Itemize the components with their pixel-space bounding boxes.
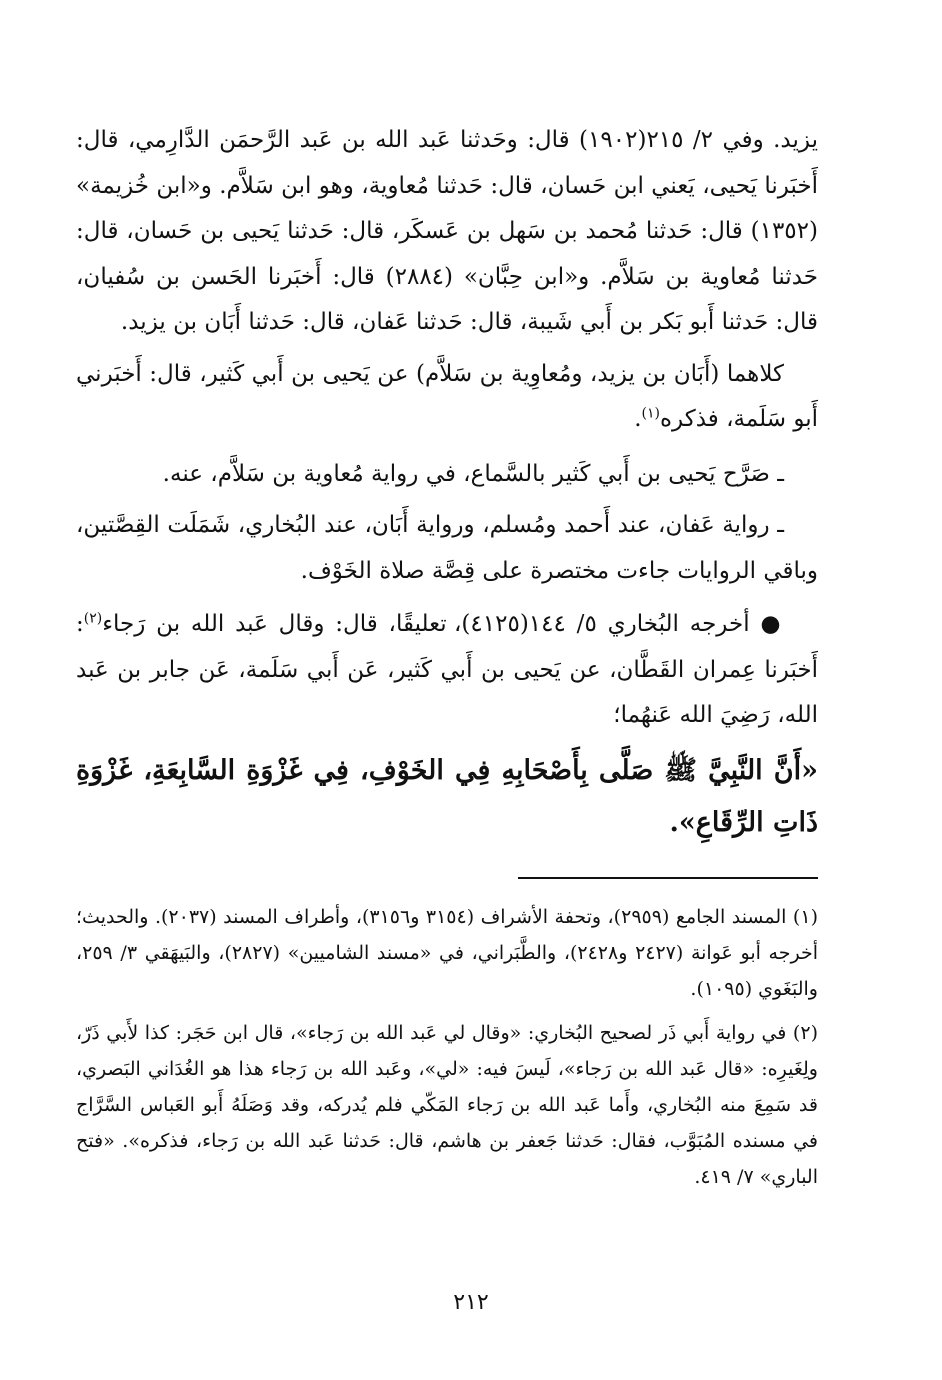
footnote-ref-1[interactable]: (١)	[641, 405, 660, 422]
footnote-2	[76, 1015, 818, 1195]
body-paragraph-5	[76, 602, 818, 739]
body-paragraph-4: ـ رواية عَفان، عند أَحمد ومُسلم، ورواية أَبَان، عند البُخاري، شَمَلَت القِصَّتين، وباقي الروايات جاءت مختصرة على قِصَّة صلاة الخَوْف.	[76, 512, 818, 584]
footnote-1-number: (١)	[792, 905, 818, 928]
paragraph-2-end: .	[634, 406, 642, 432]
footnote-2-text: في رواية أَبي ذَر لصحيح البُخاري: «وقال لي عَبد الله بن رَجاء»، قال ابن حَجَر: كذا لأَبي ذَرّ، ولِغَيرِه: «قال عَبد الله بن رَجاء»، لَيسَ فيه: «لي»، وعَبد الله بن رَجاء هذا هو الغُدَاني البَصري، قد سَمِعَ منه البُخاري، وأَما عَبد الله بن رَجاء المَكّي فلم يُدركه، وقد وَصَلَهُ أَبو العَباس السَّرَّاج في مسنده المُبَوَّب، فقال: حَدثنا جَعفر بن هاشم، قال: حَدثنا عَبد الله بن رَجاء، فذكره». «فتح الباري» ٧/ ٤١٩.	[76, 1021, 818, 1188]
paragraph-5-text: أخرجه البُخاري ٥/ ١٤٤(٤١٢٥)، تعليقًا، قال: وقال عَبد الله بن رَجاء	[102, 611, 750, 637]
body-paragraph-3: ـ صَرَّح يَحيى بن أَبي كَثير بالسَّماع، في رواية مُعاوية بن سَلاَّم، عنه.	[162, 460, 784, 487]
paragraph-5-continuation: : أَخبَرنا عِمران القَطَّان، عن يَحيى بن أَبي كَثير، عَن أَبي سَلَمة، عَن جابر بن عَبد الله، رَضِيَ الله عَنهُما؛	[76, 611, 818, 728]
page-number: ٢١٢	[453, 1290, 489, 1315]
footnote-1-text: المسند الجامع (٢٩٥٩)، وتحفة الأشراف (٣١٥٤ و٣١٥٦)، وأطراف المسند (٢٠٣٧). والحديث؛ أخرجه أبو عَوانة (٢٤٢٧ و٢٤٢٨)، والطَّبَراني، في «مسند الشاميين» (٢٨٢٧)، والبَيهَقي ٣/ ٢٥٩، والبَغَوي (١٠٩٥).	[76, 905, 818, 1000]
footnote-2-number: (٢)	[792, 1021, 818, 1044]
body-paragraph-1: يزيد. وفي ٢/ ٢١٥(١٩٠٢) قال: وحَدثنا عَبد الله بن عَبد الرَّحمَن الدَّارِمي، قال: أَخبَرنا يَحيى، يَعني ابن حَسان، قال: حَدثنا مُعاوية، وهو ابن سَلاَّم. و«ابن خُزيمة» (١٣٥٢) قال: حَدثنا مُحمد بن سَهل بن عَسكَر، قال: حَدثنا يَحيى بن حَسان، قال: حَدثنا مُعاوية بن سَلاَّم. و«ابن حِبَّان» (٢٨٨٤) قال: أَخبَرنا الحَسن بن سُفيان، قال: حَدثنا أَبو بَكر بن أَبي شَيبة، قال: حَدثنا عَفان، قال: حَدثنا أَبَان بن يزيد.	[76, 127, 818, 335]
body-paragraph-2	[76, 352, 818, 443]
footnote-ref-2[interactable]: (٢)	[83, 610, 103, 627]
footnote-separator	[518, 877, 818, 879]
bullet-icon: ●	[760, 611, 784, 637]
paragraph-2-text: كلاهما (أَبَان بن يزيد، ومُعاوِية بن سَلاَّم) عن يَحيى بن أَبي كَثير، قال: أَخبَرني أَبو سَلَمة، فذكره	[76, 360, 818, 432]
hadith-text: «أَنَّ النَّبِيَّ ﷺ صَلَّى بِأَصْحَابِهِ فِي الخَوْفِ، فِي غَزْوَةِ السَّابِعَةِ، غَزْوَةِ ذَاتِ الرِّقَاعِ».	[76, 754, 818, 838]
page-content	[76, 118, 818, 1368]
footnote-1	[76, 899, 818, 1007]
